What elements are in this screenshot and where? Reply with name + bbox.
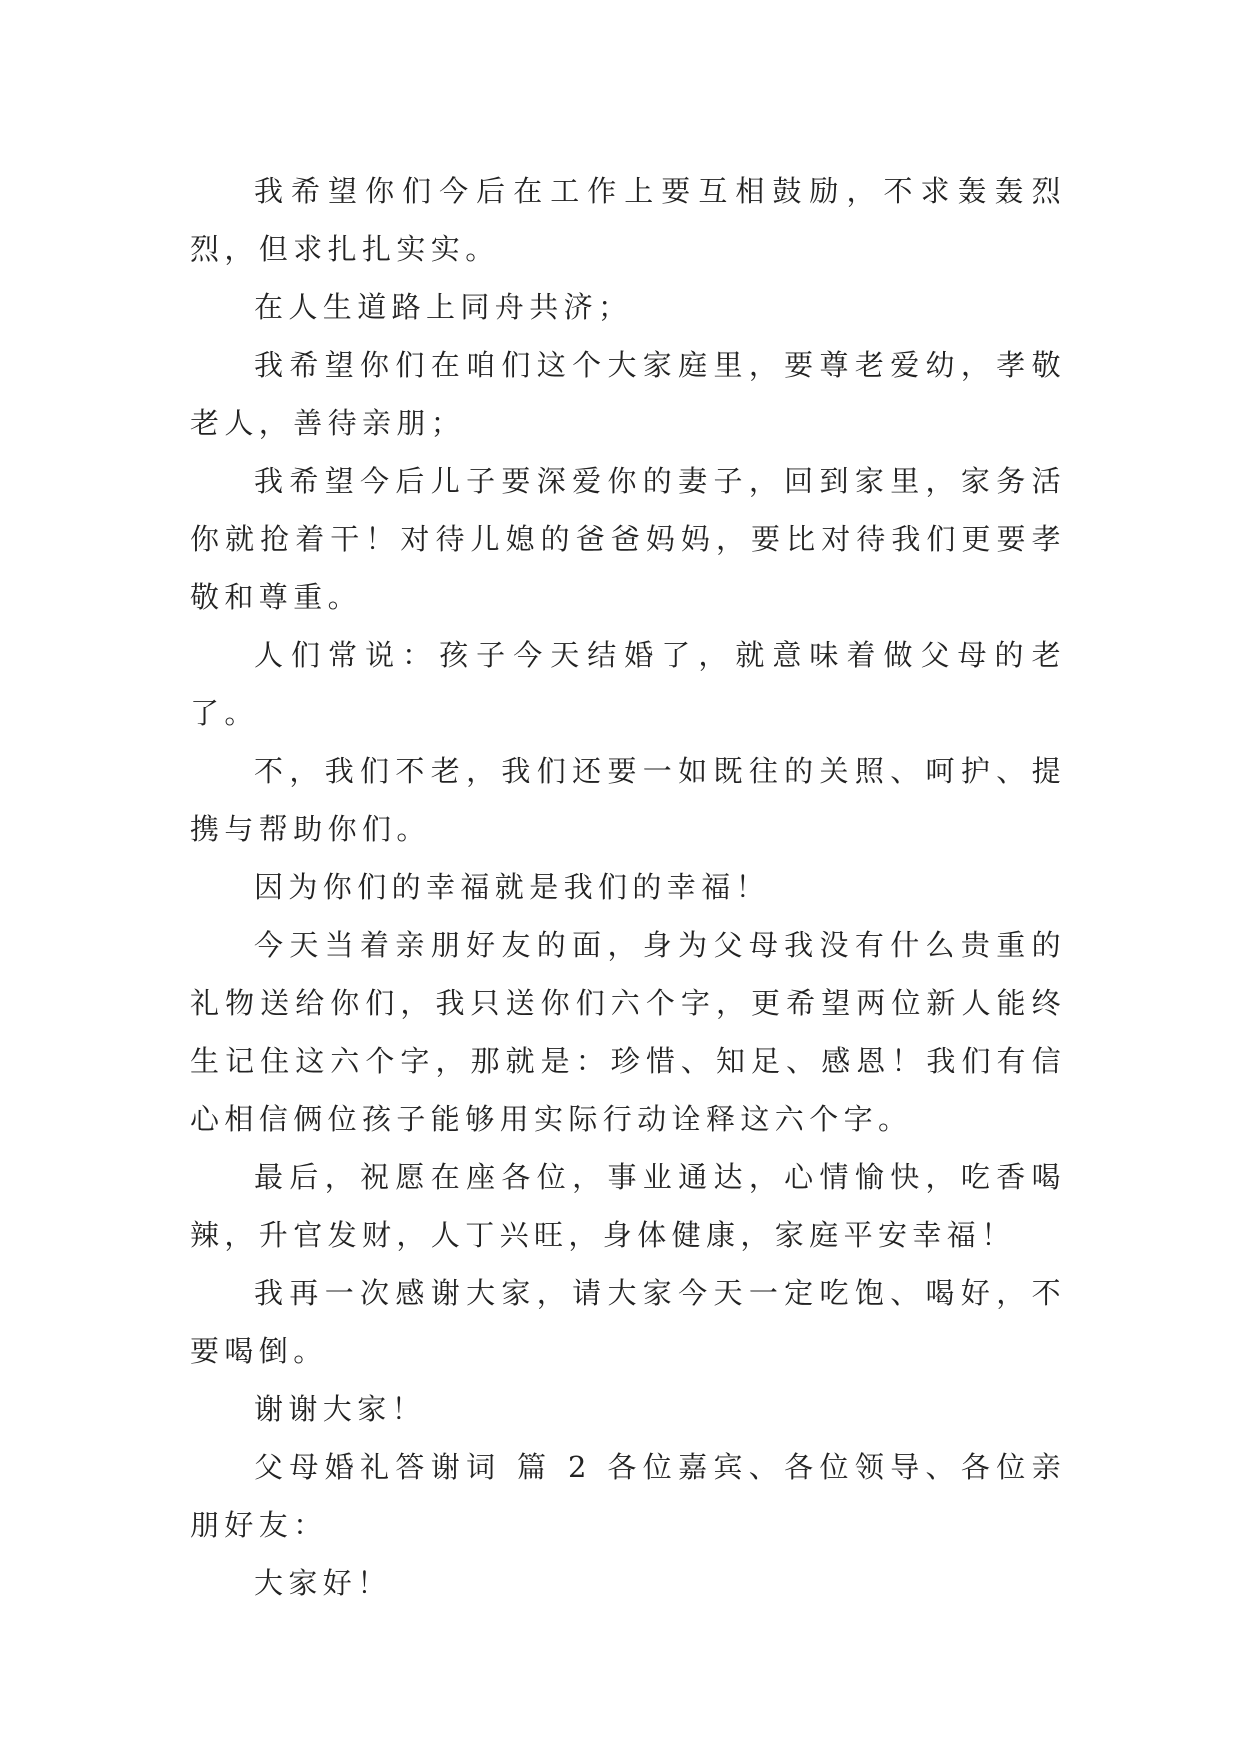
paragraph: 人们常说：孩子今天结婚了，就意味着做父母的老了。	[190, 638, 1066, 730]
paragraph: 我希望今后儿子要深爱你的妻子，回到家里，家务活你就抢着干！对待儿媳的爸爸妈妈，要比对待我们更要孝敬和尊重。	[190, 464, 1066, 614]
section-heading-paragraph: 父母婚礼答谢词 篇 2 各位嘉宾、各位领导、各位亲朋好友：	[190, 1450, 1066, 1542]
paragraph: 最后，祝愿在座各位，事业通达，心情愉快，吃香喝辣，升官发财，人丁兴旺，身体健康，家庭平安幸福！	[190, 1160, 1066, 1252]
document-body	[190, 162, 1066, 1612]
paragraph: 今天当着亲朋好友的面，身为父母我没有什么贵重的礼物送给你们，我只送你们六个字，更希望两位新人能终生记住这六个字，那就是：珍惜、知足、感恩！我们有信心相信俩位孩子能够用实际行动诠释这六个字。	[190, 928, 1066, 1136]
paragraph: 我希望你们在咱们这个大家庭里，要尊老爱幼，孝敬老人，善待亲朋；	[190, 348, 1066, 440]
paragraph: 我希望你们今后在工作上要互相鼓励，不求轰轰烈烈，但求扎扎实实。	[190, 174, 1066, 266]
paragraph: 谢谢大家！	[254, 1392, 427, 1426]
paragraph: 大家好！	[254, 1566, 392, 1600]
paragraph: 不，我们不老，我们还要一如既往的关照、呵护、提携与帮助你们。	[190, 754, 1066, 846]
paragraph: 我再一次感谢大家，请大家今天一定吃饱、喝好，不要喝倒。	[190, 1276, 1066, 1368]
paragraph: 因为你们的幸福就是我们的幸福！	[254, 870, 771, 904]
paragraph: 在人生道路上同舟共济；	[254, 290, 633, 324]
